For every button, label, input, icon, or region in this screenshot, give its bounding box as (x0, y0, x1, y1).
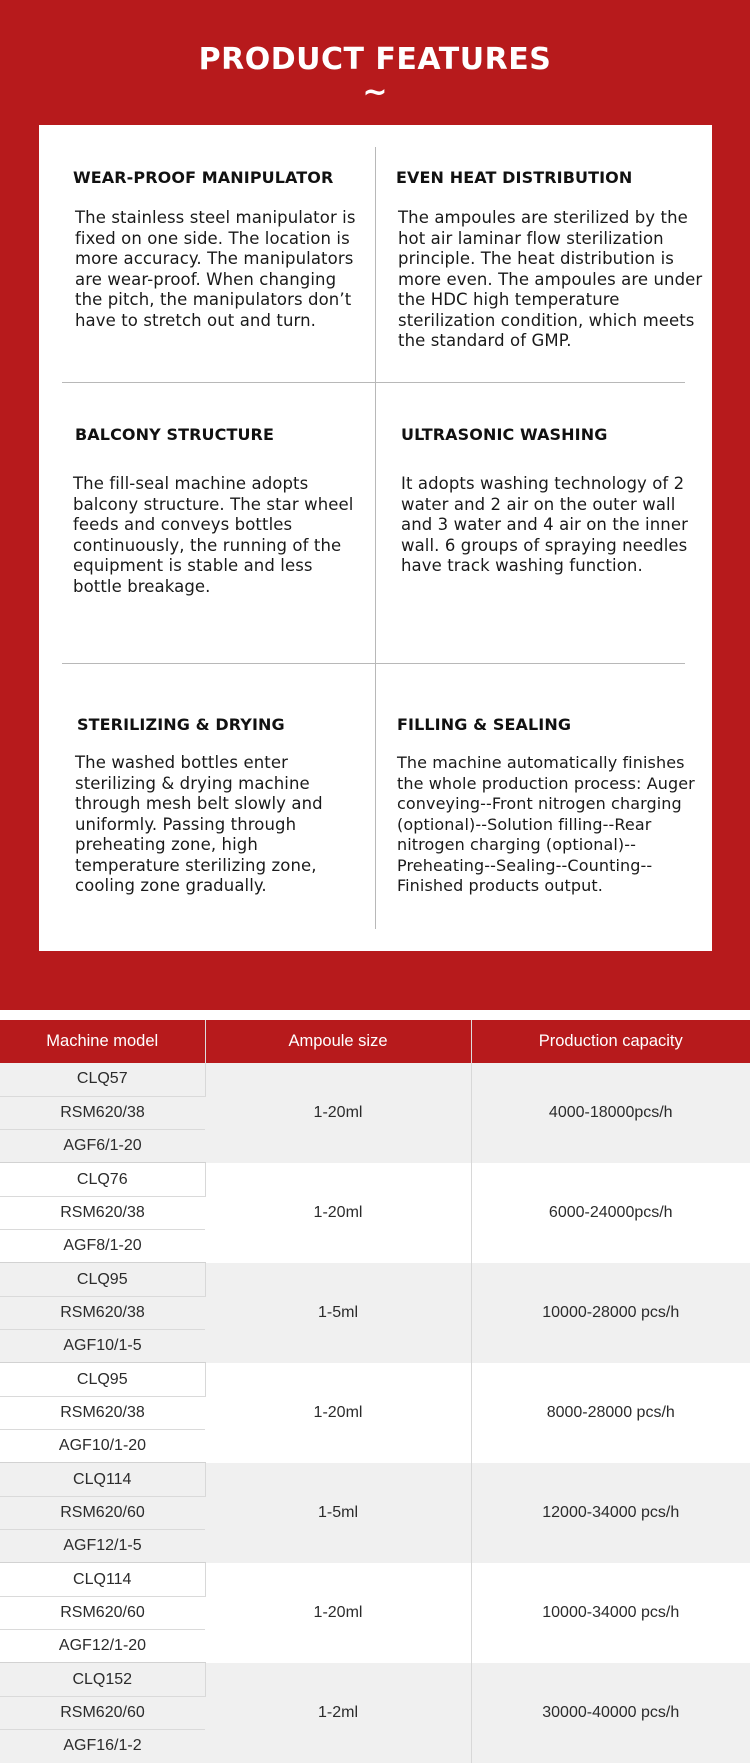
table-header-row (0, 1020, 750, 1063)
production-capacity-cell: 8000-28000 pcs/h (471, 1363, 750, 1463)
machine-model-cell: AGF12/1-20 (0, 1630, 205, 1663)
feature-title: EVEN HEAT DISTRIBUTION (396, 168, 633, 187)
ampoule-size-cell: 1-20ml (205, 1563, 471, 1663)
feature-wear-proof-manipulator (73, 168, 365, 331)
table-row (0, 1163, 750, 1196)
production-capacity-cell: 30000-40000 pcs/h (471, 1663, 750, 1763)
machine-model-cell: AGF6/1-20 (0, 1130, 205, 1163)
feature-description: The washed bottles enter sterilizing & drying machine through mesh belt slowly and uniformly. Passing through preheating zone, high temperature sterilizing zone, cooling zone gradually. (75, 753, 323, 895)
machine-model-cell: RSM620/38 (0, 1096, 205, 1129)
feature-title: ULTRASONIC WASHING (401, 425, 608, 444)
production-capacity-cell: 10000-28000 pcs/h (471, 1263, 750, 1363)
ampoule-size-cell: 1-20ml (205, 1063, 471, 1163)
vertical-divider (375, 147, 376, 929)
feature-filling-sealing (397, 715, 709, 897)
table-row-group (0, 1463, 750, 1563)
machine-model-cell: RSM620/38 (0, 1296, 205, 1329)
feature-description: The stainless steel manipulator is fixed on one side. The location is more accuracy. The manipulators are wear-proof. When changing the pitch, the manipulators don’t have to stretch out and turn. (75, 208, 356, 330)
machine-model-cell: CLQ95 (0, 1363, 205, 1396)
column-header-ampoule-size: Ampoule size (205, 1020, 471, 1063)
production-capacity-cell: 10000-34000 pcs/h (471, 1563, 750, 1663)
machine-model-cell: RSM620/60 (0, 1596, 205, 1629)
machine-model-cell: CLQ76 (0, 1163, 205, 1196)
feature-title: BALCONY STRUCTURE (75, 425, 275, 444)
machine-model-cell: RSM620/60 (0, 1696, 205, 1729)
machine-model-cell: AGF12/1-5 (0, 1530, 205, 1563)
feature-even-heat-distribution (396, 168, 708, 352)
table-row (0, 1463, 750, 1496)
machine-model-cell: AGF8/1-20 (0, 1230, 205, 1263)
machine-model-cell: RSM620/38 (0, 1396, 205, 1429)
table-row (0, 1263, 750, 1296)
ampoule-size-cell: 1-20ml (205, 1163, 471, 1263)
title-ornament: ~ (362, 75, 388, 110)
feature-description: The machine automatically finishes the whole production process: Auger conveying--Front nitrogen charging (optional)--Solution filling--Rear nitrogen charging (optional)--Preheating--Sealing--Counting--Finished products output. (397, 753, 695, 895)
column-header-machine-model: Machine model (0, 1020, 205, 1063)
table-row-group (0, 1063, 750, 1163)
table-row-group (0, 1363, 750, 1463)
machine-model-cell: AGF10/1-20 (0, 1430, 205, 1463)
feature-balcony-structure (75, 425, 365, 597)
horizontal-divider (62, 382, 685, 383)
machine-model-cell: CLQ114 (0, 1563, 205, 1596)
table-row (0, 1363, 750, 1396)
machine-model-cell: RSM620/60 (0, 1496, 205, 1529)
feature-title: STERILIZING & DRYING (77, 715, 285, 734)
machine-model-cell: CLQ152 (0, 1663, 205, 1696)
production-capacity-cell: 12000-34000 pcs/h (471, 1463, 750, 1563)
feature-description: The ampoules are sterilized by the hot air laminar flow sterilization principle. The heat distribution is more even. The ampoules are under the HDC high temperature sterilization condition, which meets the standard of GMP. (398, 208, 703, 350)
machine-model-cell: RSM620/38 (0, 1196, 205, 1229)
feature-title: FILLING & SEALING (397, 715, 572, 734)
machine-model-cell: CLQ57 (0, 1063, 205, 1096)
table-row-group (0, 1263, 750, 1363)
ampoule-size-cell: 1-20ml (205, 1363, 471, 1463)
section-divider (0, 1010, 750, 1020)
table-row (0, 1563, 750, 1596)
machine-model-cell: AGF10/1-5 (0, 1330, 205, 1363)
specifications-table (0, 1020, 750, 1763)
production-capacity-cell: 4000-18000pcs/h (471, 1063, 750, 1163)
table-row (0, 1663, 750, 1696)
table-row-group (0, 1663, 750, 1763)
table-row (0, 1063, 750, 1096)
ampoule-size-cell: 1-2ml (205, 1663, 471, 1763)
machine-model-cell: CLQ114 (0, 1463, 205, 1496)
ampoule-size-cell: 1-5ml (205, 1463, 471, 1563)
feature-description: The fill-seal machine adopts balcony structure. The star wheel feeds and conveys bottles continuously, the running of the equipment is stable and less bottle breakage. (73, 474, 354, 596)
horizontal-divider (62, 663, 685, 664)
features-card (39, 125, 712, 951)
feature-ultrasonic-washing (401, 425, 693, 577)
machine-model-cell: CLQ95 (0, 1263, 205, 1296)
feature-title: WEAR-PROOF MANIPULATOR (73, 168, 334, 187)
production-capacity-cell: 6000-24000pcs/h (471, 1163, 750, 1263)
feature-description: It adopts washing technology of 2 water and 2 air on the outer wall and 3 water and 4 air on the inner wall. 6 groups of spraying needles have track washing function. (401, 474, 688, 575)
ampoule-size-cell: 1-5ml (205, 1263, 471, 1363)
section-title: PRODUCT FEATURES (198, 42, 552, 77)
table-row-group (0, 1163, 750, 1263)
feature-sterilizing-drying (77, 715, 365, 897)
machine-model-cell: AGF16/1-2 (0, 1730, 205, 1763)
table-row-group (0, 1563, 750, 1663)
column-header-production-capacity: Production capacity (471, 1020, 750, 1063)
